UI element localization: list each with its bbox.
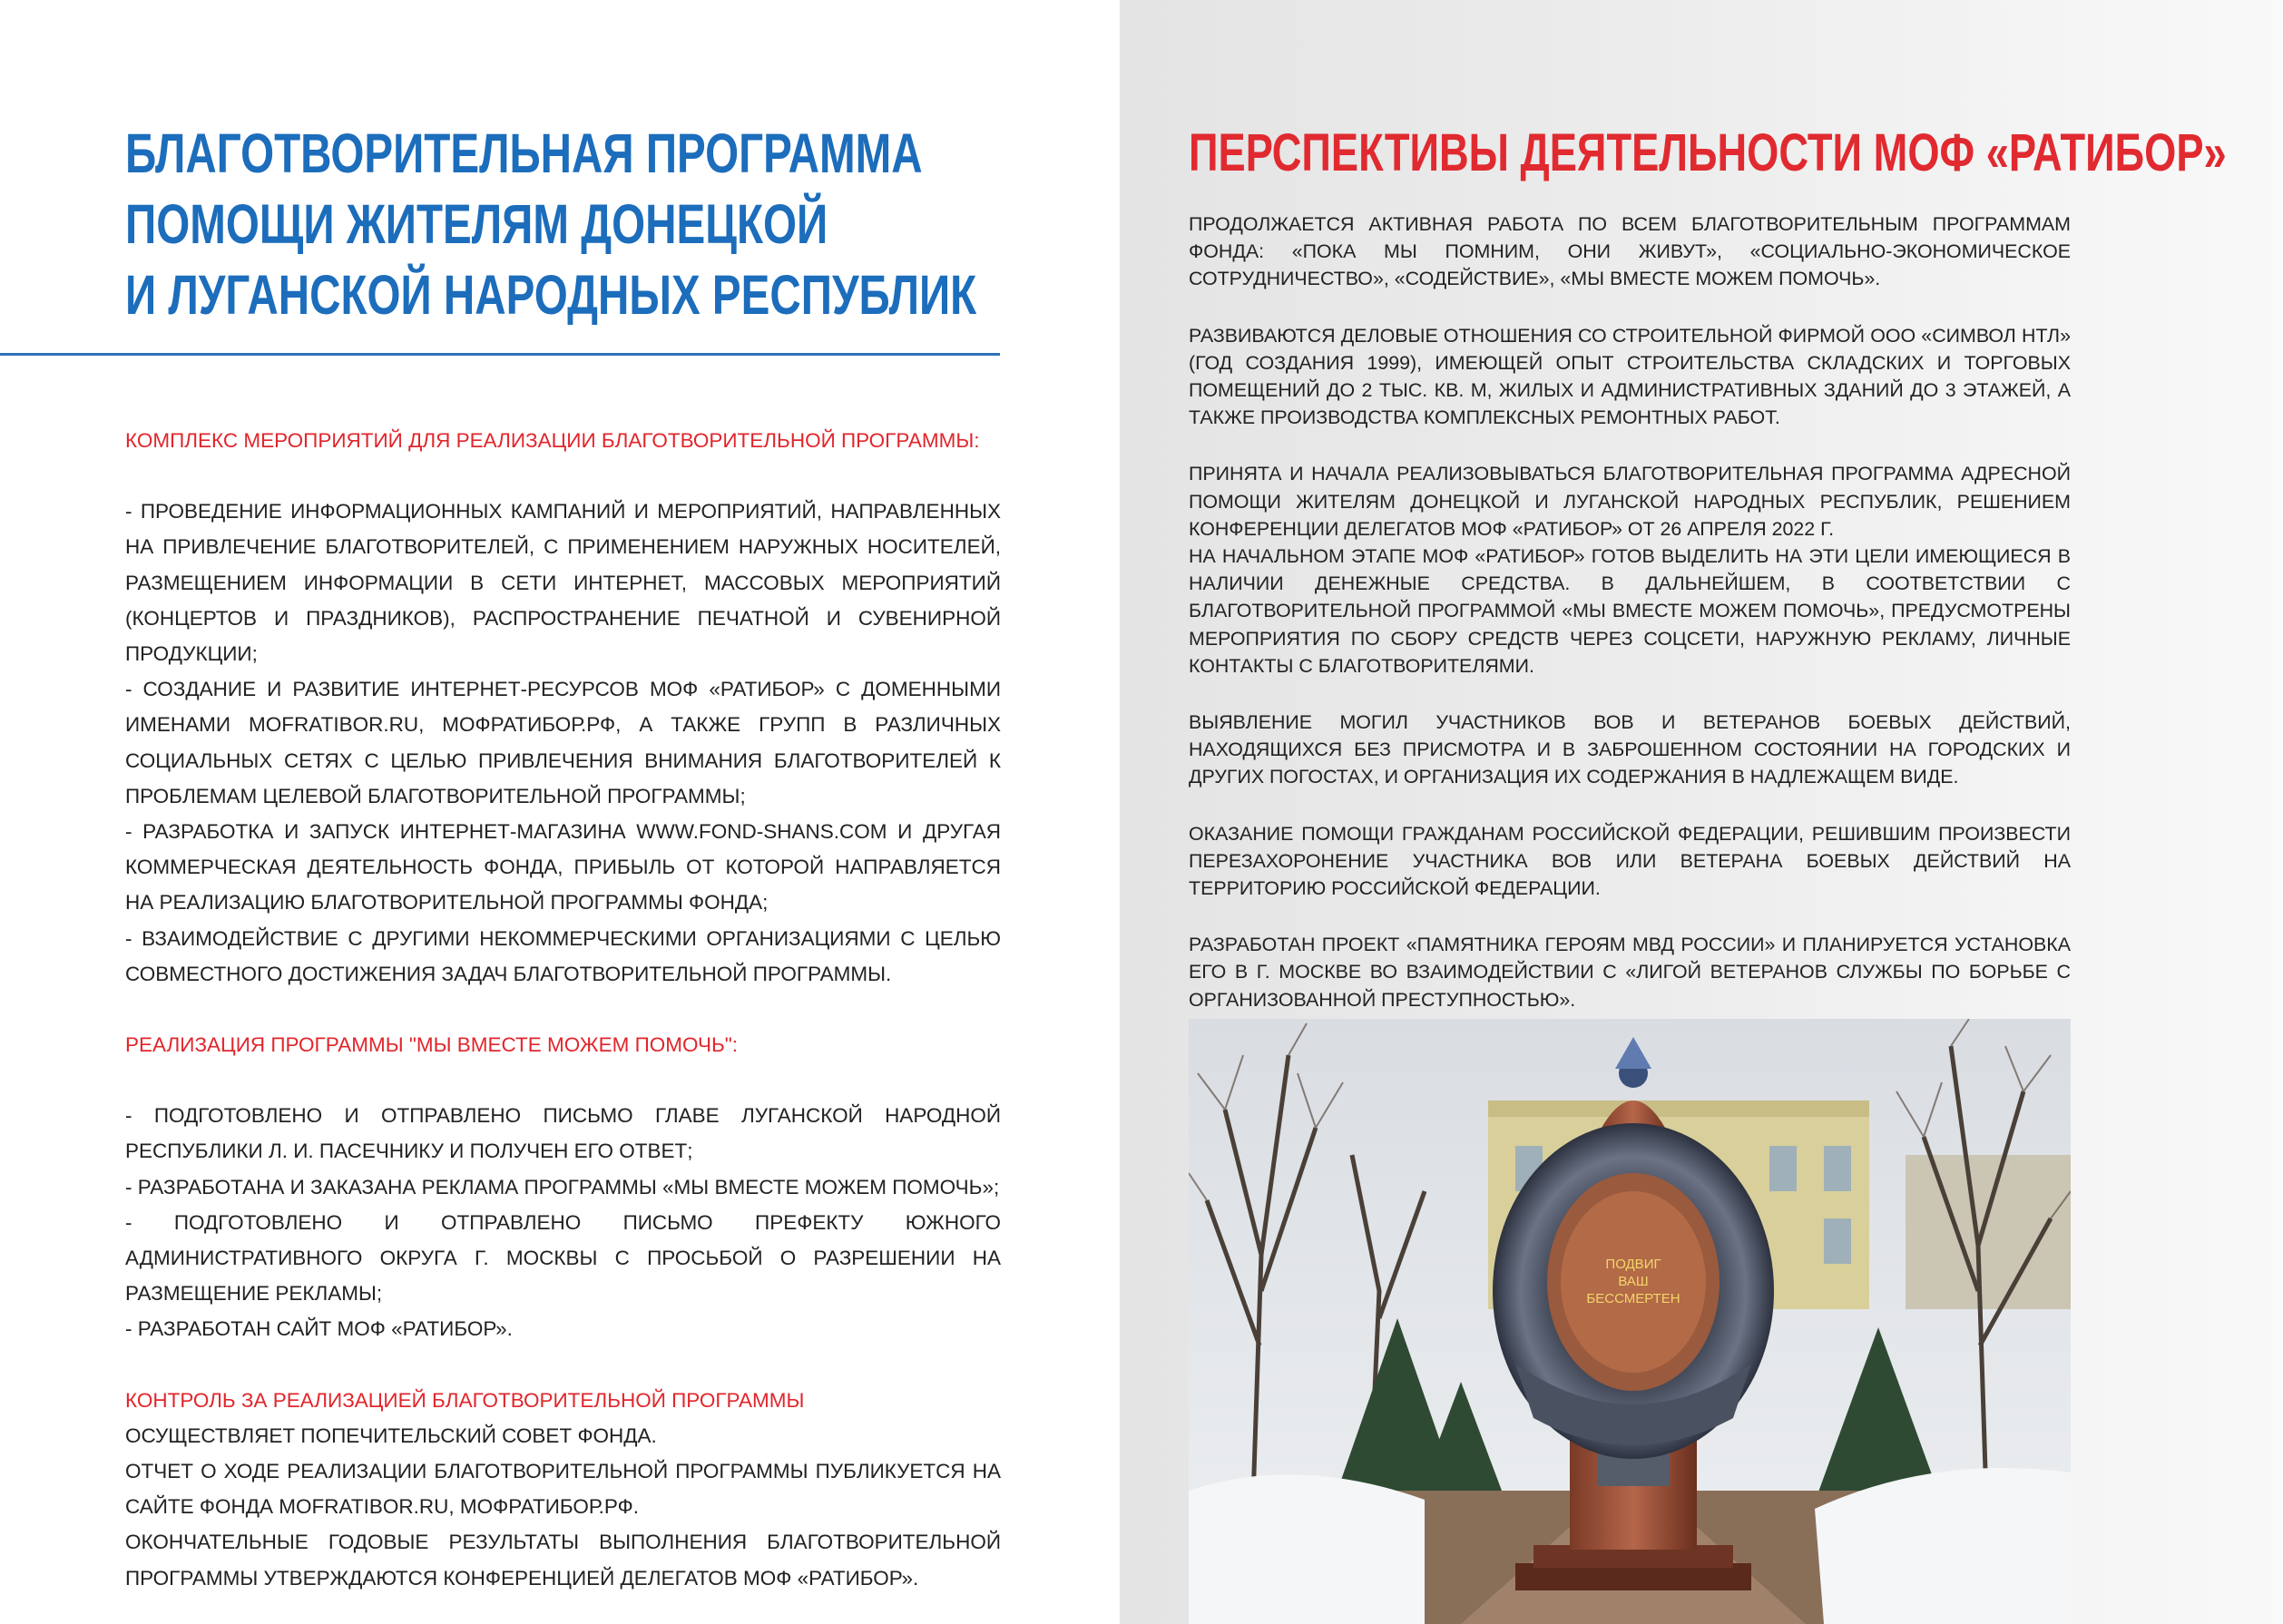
prospects-paragraph: ОКАЗАНИЕ ПОМОЩИ ГРАЖДАНАМ РОССИЙСКОЙ ФЕДЕРАЦИИ, РЕШИВШИМ ПРОИЗВЕСТИ ПЕРЕЗАХОРОНЕНИЕ УЧАСТНИКА ВОВ ИЛИ ВЕТЕРАНА БОЕВЫХ ДЕЙСТВИЙ НА ТЕРРИТОРИЮ РОССИЙСКОЙ ФЕДЕРАЦИИ. xyxy=(1189,822,2071,900)
title-divider xyxy=(0,353,1000,356)
monument-photo xyxy=(1189,1019,2071,1624)
implementation-item: - ПОДГОТОВЛЕНО И ОТПРАВЛЕНО ПИСЬМО ПРЕФЕКТУ ЮЖНОГО АДМИНИСТРАТИВНОГО ОКРУГА Г. МОСКВЫ С ПРОСЬБОЙ О РАЗРЕШЕНИИ НА РАЗМЕЩЕНИЕ РЕКЛАМЫ; xyxy=(125,1210,1001,1306)
program-details xyxy=(125,423,1001,1596)
program-title xyxy=(125,118,977,330)
activity-item: - ПРОВЕДЕНИЕ ИНФОРМАЦИОННЫХ КАМПАНИЙ И МЕРОПРИЯТИЙ, НАПРАВЛЕННЫХ НА ПРИВЛЕЧЕНИЕ БЛАГОТВОРИТЕЛЕЙ, С ПРИМЕНЕНИЕМ НАРУЖНЫХ НОСИТЕЛЕЙ, РАЗМЕЩЕНИЕМ ИНФОРМАЦИИ В СЕТИ ИНТЕРНЕТ, МАССОВЫХ МЕРОПРИЯТИЙ (КОНЦЕРТОВ И ПРАЗДНИКОВ), РАСПРОСТРАНЕНИЕ ПЕЧАТНОЙ И СУВЕНИРНОЙ ПРОДУКЦИИ; xyxy=(125,500,1001,666)
control-item: ОКОНЧАТЕЛЬНЫЕ ГОДОВЫЕ РЕЗУЛЬТАТЫ ВЫПОЛНЕНИЯ БЛАГОТВОРИТЕЛЬНОЙ ПРОГРАММЫ УТВЕРЖДАЮТСЯ КОНФЕРЕНЦИЕЙ ДЕЛЕГАТОВ МОФ «РАТИБОР». xyxy=(125,1531,1001,1590)
section-heading-control: КОНТРОЛЬ ЗА РЕАЛИЗАЦИЕЙ БЛАГОТВОРИТЕЛЬНОЙ ПРОГРАММЫ xyxy=(125,1388,805,1412)
implementation-item: - РАЗРАБОТАН САЙТ МОФ «РАТИБОР». xyxy=(125,1317,513,1341)
activity-item: - РАЗРАБОТКА И ЗАПУСК ИНТЕРНЕТ-МАГАЗИНА WWW.FOND-SHANS.COM И ДРУГАЯ КОММЕРЧЕСКАЯ ДЕЯТЕЛЬНОСТЬ ФОНДА, ПРИБЫЛЬ ОТ КОТОРОЙ НАПРАВЛЯЕТСЯ НА РЕАЛИЗАЦИЮ БЛАГОТВОРИТЕЛЬНОЙ ПРОГРАММЫ ФОНДА; xyxy=(125,820,1001,915)
prospects-body xyxy=(1189,210,2071,1013)
control-item: ОСУЩЕСТВЛЯЕТ ПОПЕЧИТЕЛЬСКИЙ СОВЕТ ФОНДА. xyxy=(125,1423,657,1447)
section-heading-implementation: РЕАЛИЗАЦИЯ ПРОГРАММЫ "МЫ ВМЕСТЕ МОЖЕМ ПОМОЧЬ": xyxy=(125,1033,739,1057)
prospects-paragraph: РАЗВИВАЮТСЯ ДЕЛОВЫЕ ОТНОШЕНИЯ СО СТРОИТЕЛЬНОЙ ФИРМОЙ ООО «СИМВОЛ НТЛ» (ГОД СОЗДАНИЯ 1999), ИМЕЮЩЕЙ ОПЫТ СТРОИТЕЛЬСТВА СКЛАДСКИХ И ТОРГОВЫХ ПОМЕЩЕНИЙ ДО 2 ТЫС. КВ. М, ЖИЛЫХ И АДМИНИСТРАТИВНЫХ ЗДАНИЙ ДО 3 ЭТАЖЕЙ, А ТАКЖЕ ПРОИЗВОДСТВА КОМПЛЕКСНЫХ РЕМОНТНЫХ РАБОТ. xyxy=(1189,324,2071,429)
monument-photo-illustration xyxy=(1189,1019,2071,1624)
monument-inscription-line: ПОДВИГ xyxy=(1605,1257,1661,1272)
prospects-title: ПЕРСПЕКТИВЫ ДЕЯТЕЛЬНОСТИ МОФ «РАТИБОР» xyxy=(1189,123,2227,182)
implementation-item: - ПОДГОТОВЛЕНО И ОТПРАВЛЕНО ПИСЬМО ГЛАВЕ ЛУГАНСКОЙ НАРОДНОЙ РЕСПУБЛИКИ Л. И. ПАСЕЧНИКУ И ПОЛУЧЕН ЕГО ОТВЕТ; xyxy=(125,1104,1001,1163)
section-heading-activities: КОМПЛЕКС МЕРОПРИЯТИЙ ДЛЯ РЕАЛИЗАЦИИ БЛАГОТВОРИТЕЛЬНОЙ ПРОГРАММЫ: xyxy=(125,429,980,452)
prospects-paragraph: ВЫЯВЛЕНИЕ МОГИЛ УЧАСТНИКОВ ВОВ И ВЕТЕРАНОВ БОЕВЫХ ДЕЙСТВИЙ, НАХОДЯЩИХСЯ БЕЗ ПРИСМОТРА И В ЗАБРОШЕННОМ СОСТОЯНИИ НА ГОРОДСКИХ И ДРУГИХ ПОГОСТАХ, И ОРГАНИЗАЦИЯ ИХ СОДЕРЖАНИЯ В НАДЛЕЖАЩЕМ ВИДЕ. xyxy=(1189,711,2071,788)
prospects-paragraph: НА НАЧАЛЬНОМ ЭТАПЕ МОФ «РАТИБОР» ГОТОВ ВЫДЕЛИТЬ НА ЭТИ ЦЕЛИ ИМЕЮЩИЕСЯ В НАЛИЧИИ ДЕНЕЖНЫЕ СРЕДСТВА. В ДАЛЬНЕЙШЕМ, В СООТВЕТСТВИИ С БЛАГОТВОРИТЕЛЬНОЙ ПРОГРАММОЙ «МЫ ВМЕСТЕ МОЖЕМ ПОМОЧЬ», ПРЕДУСМОТРЕНЫ МЕРОПРИЯТИЯ ПО СБОРУ СРЕДСТВ ЧЕРЕЗ СОЦСЕТИ, НАРУЖНУЮ РЕКЛАМУ, ЛИЧНЫЕ КОНТАКТЫ С БЛАГОТВОРИТЕЛЯМИ. xyxy=(1189,545,2071,677)
prospects-paragraph: ПРОДОЛЖАЕТСЯ АКТИВНАЯ РАБОТА ПО ВСЕМ БЛАГОТВОРИТЕЛЬНЫМ ПРОГРАММАМ ФОНДА: «ПОКА МЫ ПОМНИМ, ОНИ ЖИВУТ», «СОЦИАЛЬНО-ЭКОНОМИЧЕСКОЕ СОТРУДНИЧЕСТВО», «СОДЕЙСТВИЕ», «МЫ ВМЕСТЕ МОЖЕМ ПОМОЧЬ». xyxy=(1189,213,2071,290)
program-title-line-1: БЛАГОТВОРИТЕЛЬНАЯ ПРОГРАММА xyxy=(125,122,923,184)
activity-item: - СОЗДАНИЕ И РАЗВИТИЕ ИНТЕРНЕТ-РЕСУРСОВ МОФ «РАТИБОР» С ДОМЕННЫМИ ИМЕНАМИ MOFRATIBOR.RU, МОФРАТИБОР.РФ, А ТАКЖЕ ГРУПП В РАЗЛИЧНЫХ СОЦИАЛЬНЫХ СЕТЯХ С ЦЕЛЬЮ ПРИВЛЕЧЕНИЯ ВНИМАНИЯ БЛАГОТВОРИТЕЛЕЙ К ПРОБЛЕМАМ ЦЕЛЕВОЙ БЛАГОТВОРИТЕЛЬНОЙ ПРОГРАММЫ; xyxy=(125,678,1001,807)
program-title-line-3: И ЛУГАНСКОЙ НАРОДНЫХ РЕСПУБЛИК xyxy=(125,264,977,326)
program-title-line-2: ПОМОЩИ ЖИТЕЛЯМ ДОНЕЦКОЙ xyxy=(125,193,828,255)
monument-inscription-line: БЕССМЕРТЕН xyxy=(1586,1291,1680,1306)
activity-item: - ВЗАИМОДЕЙСТВИЕ С ДРУГИМИ НЕКОММЕРЧЕСКИМИ ОРГАНИЗАЦИЯМИ С ЦЕЛЬЮ СОВМЕСТНОГО ДОСТИЖЕНИЯ ЗАДАЧ БЛАГОТВОРИТЕЛЬНОЙ ПРОГРАММЫ. xyxy=(125,926,1001,985)
implementation-item: - РАЗРАБОТАНА И ЗАКАЗАНА РЕКЛАМА ПРОГРАММЫ «МЫ ВМЕСТЕ МОЖЕМ ПОМОЧЬ»; xyxy=(125,1175,1000,1198)
prospects-paragraph: РАЗРАБОТАН ПРОЕКТ «ПАМЯТНИКА ГЕРОЯМ МВД РОССИИ» И ПЛАНИРУЕТСЯ УСТАНОВКА ЕГО В Г. МОСКВЕ ВО ВЗАИМОДЕЙСТВИИ С «ЛИГОЙ ВЕТЕРАНОВ СЛУЖБЫ ПО БОРЬБЕ С ОРГАНИЗОВАННОЙ ПРЕСТУПНОСТЬЮ». xyxy=(1189,934,2071,1011)
monument-inscription-line: ВАШ xyxy=(1618,1274,1649,1289)
prospects-paragraph: ПРИНЯТА И НАЧАЛА РЕАЛИЗОВЫВАТЬСЯ БЛАГОТВОРИТЕЛЬНАЯ ПРОГРАММА АДРЕСНОЙ ПОМОЩИ ЖИТЕЛЯМ ДОНЕЦКОЙ И ЛУГАНСКОЙ НАРОДНЫХ РЕСПУБЛИК, РЕШЕНИЕМ КОНФЕРЕНЦИИ ДЕЛЕГАТОВ МОФ «РАТИБОР» ОТ 26 АПРЕЛЯ 2022 Г. xyxy=(1189,463,2071,540)
control-item: ОТЧЕТ О ХОДЕ РЕАЛИЗАЦИИ БЛАГОТВОРИТЕЛЬНОЙ ПРОГРАММЫ ПУБЛИКУЕТСЯ НА САЙТЕ ФОНДА MOFRATIBOR.RU, МОФРАТИБОР.РФ. xyxy=(125,1460,1001,1519)
